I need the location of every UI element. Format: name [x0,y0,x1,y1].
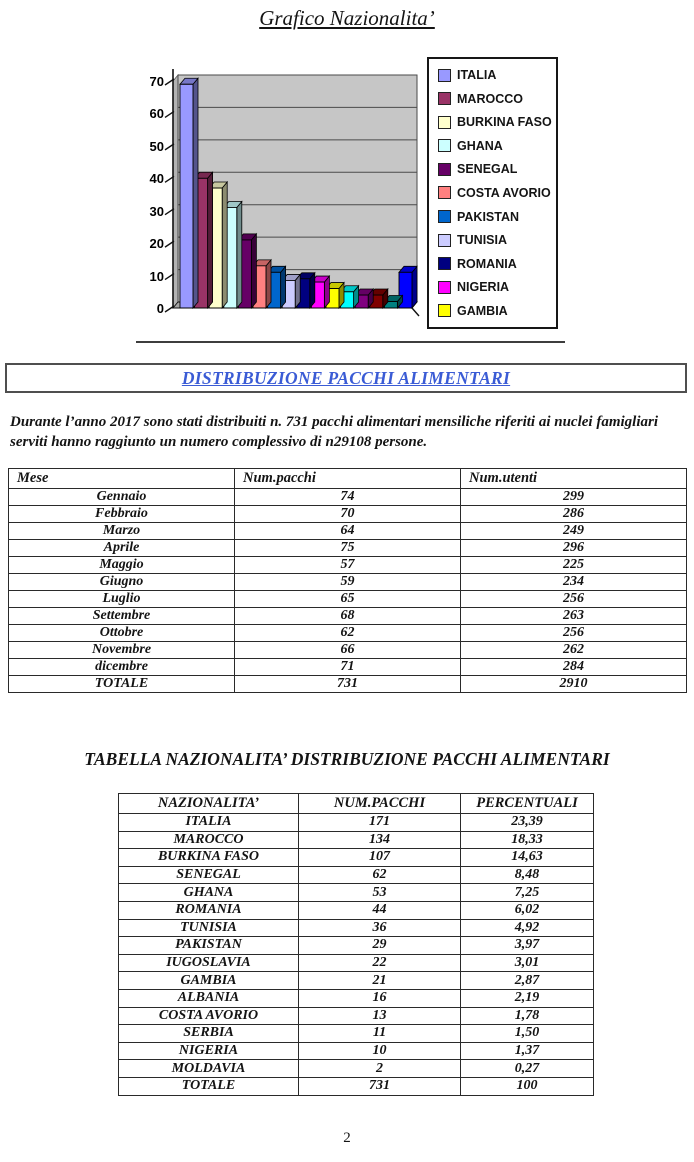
legend-label: GAMBIA [457,303,508,318]
table-cell: 284 [461,659,687,676]
table-cell: Marzo [9,523,235,540]
table-cell: TUNISIA [119,919,299,937]
table-cell: 731 [299,1077,461,1095]
table-cell: 64 [235,523,461,540]
table-cell: 256 [461,625,687,642]
table-row [9,642,687,659]
intro-paragraph: Durante l’anno 2017 sono stati distribuiti n. 731 pacchi alimentari mensiliche riferiti ai nuclei famigliari serviti hanno raggiunto un numero complessivo di n29108 persone. [10,414,658,450]
table-row [9,591,687,608]
table-cell: 62 [299,866,461,884]
table-row [119,919,594,937]
legend-item [438,257,554,271]
column-header-num-utenti: Num.utenti [461,469,687,489]
legend-swatch-icon [438,69,451,82]
table-cell: 1,37 [461,1042,594,1060]
bar-side [222,182,227,308]
table-row [9,489,687,506]
bar-side [251,234,256,308]
table-row [9,574,687,591]
table-header-row [119,794,594,814]
table-cell: SENEGAL [119,866,299,884]
table-cell: GAMBIA [119,972,299,990]
table-cell: 68 [235,608,461,625]
legend-item [438,162,554,176]
legend-item [438,186,554,200]
table-cell: MAROCCO [119,831,299,849]
section-header-label: DISTRIBUZIONE PACCHI ALIMENTARI [181,367,511,388]
column-header-num-pacchi: Num.pacchi [235,469,461,489]
legend-swatch-icon [438,281,451,294]
table-cell: COSTA AVORIO [119,1007,299,1025]
legend-swatch-icon [438,186,451,199]
table-row [119,937,594,955]
table-row [119,954,594,972]
bar-italia [180,84,193,308]
table-cell: 107 [299,849,461,867]
table-row [9,506,687,523]
table-cell: 286 [461,506,687,523]
legend-swatch-icon [438,92,451,105]
table-row [9,608,687,625]
table-cell: 1,78 [461,1007,594,1025]
legend-swatch-icon [438,304,451,317]
table-row [9,676,687,693]
table-cell: Maggio [9,557,235,574]
table-cell: 2910 [461,676,687,693]
table-cell: 1,50 [461,1025,594,1043]
table-row [9,625,687,642]
table-cell: Aprile [9,540,235,557]
legend-label: MAROCCO [457,91,523,106]
legend-swatch-icon [438,234,451,247]
y-tick-label: 50 [149,138,164,154]
table-cell: 4,92 [461,919,594,937]
table-cell: 249 [461,523,687,540]
legend-label: SENEGAL [457,162,518,177]
table-cell: 23,39 [461,814,594,832]
table-cell: 44 [299,901,461,919]
table-cell: 18,33 [461,831,594,849]
table-cell: IUGOSLAVIA [119,954,299,972]
table-cell: 6,02 [461,901,594,919]
section-header-box [5,363,687,393]
table-cell: dicembre [9,659,235,676]
legend-label: COSTA AVORIO [457,185,551,200]
table-row [119,972,594,990]
table-cell: Giugno [9,574,235,591]
legend-item [438,92,554,106]
table-cell: 731 [235,676,461,693]
page-title: Grafico Nazionalita’ [259,6,435,30]
table-row [119,866,594,884]
table-cell: 16 [299,989,461,1007]
x-axis-end-tick [412,308,419,316]
table-cell: ROMANIA [119,901,299,919]
table-header-row [9,469,687,489]
bar-side [266,260,271,308]
table-row [119,989,594,1007]
column-header-nazionalita: NAZIONALITA’ [119,794,299,814]
legend-item [438,68,554,82]
table-cell: 29 [299,937,461,955]
nationality-distribution-table [118,793,594,1096]
table-cell: 62 [235,625,461,642]
legend-label: TUNISIA [457,233,507,248]
table-cell: BURKINA FASO [119,849,299,867]
y-tick-label: 70 [149,74,164,89]
legend-swatch-icon [438,139,451,152]
table-row [119,1060,594,1078]
bar-side [281,266,286,308]
table-cell: 75 [235,540,461,557]
table-cell: 66 [235,642,461,659]
column-header-percentuali: PERCENTUALI [461,794,594,814]
table-cell: SERBIA [119,1025,299,1043]
legend-label: NIGERIA [457,280,510,295]
legend-label: ITALIA [457,68,497,82]
table-cell: 65 [235,591,461,608]
table-cell: 3,97 [461,937,594,955]
divider-line [136,341,565,343]
legend-swatch-icon [438,210,451,223]
legend-item [438,304,554,318]
table-cell: 70 [235,506,461,523]
bar-side [208,172,213,308]
table-row [119,884,594,902]
legend-label: ROMANIA [457,256,517,271]
page-number: 2 [343,1130,351,1146]
legend-swatch-icon [438,257,451,270]
bar-side [412,266,417,308]
legend-swatch-icon [438,116,451,129]
table-cell: TOTALE [119,1077,299,1095]
monthly-distribution-table [8,468,687,693]
table-row [119,1077,594,1095]
table-cell: 262 [461,642,687,659]
table-cell: 234 [461,574,687,591]
table-cell: 22 [299,954,461,972]
chart-plot-area [0,55,694,349]
table-row [119,1025,594,1043]
table-cell: 36 [299,919,461,937]
table-cell: MOLDAVIA [119,1060,299,1078]
table-cell: GHANA [119,884,299,902]
table-cell: 74 [235,489,461,506]
table-cell: Ottobre [9,625,235,642]
table-cell: 263 [461,608,687,625]
legend-swatch-icon [438,163,451,176]
table-cell: 2,87 [461,972,594,990]
legend-label: PAKISTAN [457,209,520,224]
legend-label: BURKINA FASO [457,115,552,130]
table-cell: ITALIA [119,814,299,832]
legend-item [438,233,554,247]
table-row [119,901,594,919]
table-cell: Febbraio [9,506,235,523]
table-row [9,557,687,574]
table-cell: PAKISTAN [119,937,299,955]
y-tick-label: 40 [149,171,164,187]
table-row [9,659,687,676]
table-row [119,1042,594,1060]
y-tick-label: 30 [149,203,164,219]
table-row [119,831,594,849]
nationality-bar-chart [0,55,694,349]
table-cell: Gennaio [9,489,235,506]
table-row [9,523,687,540]
nationality-table-title: TABELLA NAZIONALITA’ DISTRIBUZIONE PACCHI ALIMENTARI [84,749,610,769]
table-cell: 14,63 [461,849,594,867]
legend-item [438,280,554,294]
table-cell: 171 [299,814,461,832]
table-cell: 134 [299,831,461,849]
table-cell: 8,48 [461,866,594,884]
table-cell: Settembre [9,608,235,625]
table-row [119,1007,594,1025]
table-cell: 256 [461,591,687,608]
column-header-num-pacchi: NUM.PACCHI [299,794,461,814]
table-cell: 10 [299,1042,461,1060]
table-cell: 71 [235,659,461,676]
table-cell: 21 [299,972,461,990]
table-row [119,814,594,832]
legend-item [438,210,554,224]
table-row [119,849,594,867]
y-tick-label: 60 [149,106,164,122]
y-tick-label: 0 [156,301,164,316]
table-cell: Luglio [9,591,235,608]
table-cell: 2 [299,1060,461,1078]
legend-item [438,139,554,153]
y-tick-label: 20 [149,236,164,252]
legend-item [438,115,554,129]
table-cell: 299 [461,489,687,506]
table-cell: NIGERIA [119,1042,299,1060]
y-tick-label: 10 [149,268,164,284]
table-cell: 7,25 [461,884,594,902]
table-cell: 225 [461,557,687,574]
table-cell: 100 [461,1077,594,1095]
table-cell: ALBANIA [119,989,299,1007]
table-cell: 57 [235,557,461,574]
table-cell: 2,19 [461,989,594,1007]
legend-label: GHANA [457,138,503,153]
table-cell: 13 [299,1007,461,1025]
table-cell: 11 [299,1025,461,1043]
table-cell: 0,27 [461,1060,594,1078]
chart-legend [427,57,558,329]
bar-side [193,78,198,308]
table-cell: 296 [461,540,687,557]
table-row [9,540,687,557]
table-cell: 53 [299,884,461,902]
bar-side [237,201,242,308]
table-cell: Novembre [9,642,235,659]
table-cell: TOTALE [9,676,235,693]
column-header-mese: Mese [9,469,235,489]
table-cell: 59 [235,574,461,591]
table-cell: 3,01 [461,954,594,972]
